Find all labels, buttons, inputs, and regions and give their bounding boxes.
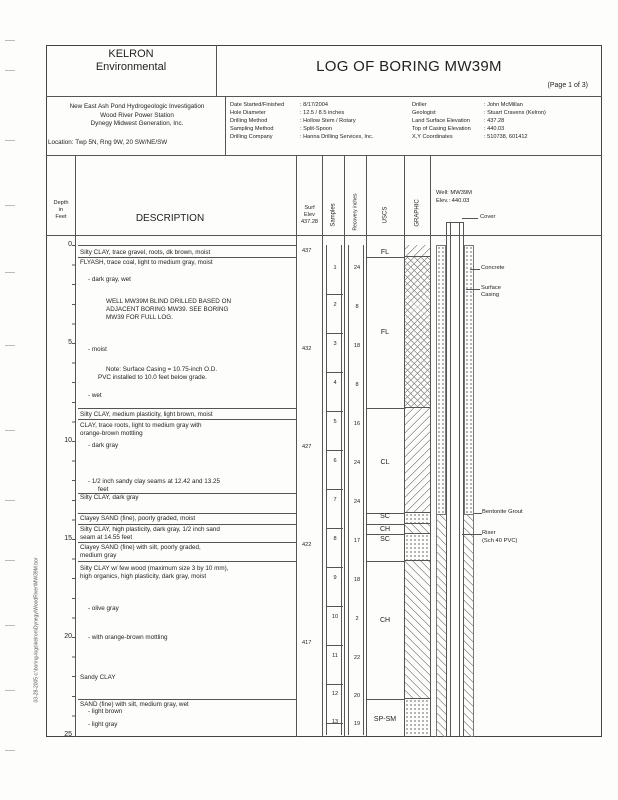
company-name [46, 48, 216, 74]
uscs-code: CH [379, 617, 391, 624]
recovery-value: 16 [353, 421, 361, 427]
detail-value: : Stuart Cravens (Kelron) [484, 110, 546, 116]
detail-value: : 510738, 601412 [484, 134, 528, 140]
description-line: - moist [88, 346, 107, 353]
description-line: - light brown [88, 708, 123, 715]
depth-header: Depth in Feet [53, 200, 69, 220]
recovery-value: 8 [355, 304, 359, 310]
description-line: medium gray [80, 552, 117, 559]
sample-number: 13 [331, 719, 339, 725]
description-column [78, 245, 294, 735]
depth-ticks [72, 245, 76, 735]
description-header: DESCRIPTION [135, 213, 205, 224]
graphic-header: GRAPHIC [414, 199, 421, 227]
recovery-column [348, 245, 364, 735]
detail-value: : Split-Spoon [300, 126, 333, 132]
sample-number: 1 [333, 265, 337, 271]
well-name: Well: MW39M [436, 190, 472, 196]
description-line: MW39 FOR FULL LOG. [106, 314, 173, 321]
description-line: - 1/2 inch sandy clay seams at 12.42 and 13.25 [88, 478, 220, 485]
sample-number: 11 [332, 653, 338, 659]
description-line: Note: Surface Casing = 10.75-inch O.D. [106, 366, 218, 373]
elevation-value: 427 [302, 444, 312, 450]
file-path-stamp: 03-28-2005 c:\boring-logs\kelron\Dynegy\WoodRiver\MW39M.bor [33, 557, 40, 703]
project-line3: Dynegy Midwest Generation, Inc. [90, 120, 184, 127]
detail-label: Land Surface Elevation [412, 118, 470, 124]
description-line: seam at 14.55 feet [80, 534, 133, 541]
sample-number: 3 [333, 341, 337, 347]
recovery-value: 18 [353, 577, 361, 583]
uscs-code: SP-SM [373, 716, 397, 723]
description-line: feet [98, 486, 109, 493]
well-elevation: Elev.: 440.03 [436, 198, 470, 204]
detail-label: Sampling Method [230, 126, 274, 132]
project-info [47, 103, 227, 129]
description-line: Silty CLAY, medium plasticity, light brown, moist [80, 411, 213, 418]
uscs-code: FL [380, 249, 390, 256]
concrete-label: Concrete [481, 265, 505, 271]
description-line: orange-brown mottling [80, 430, 143, 437]
recovery-value: 8 [355, 382, 359, 388]
description-line: - dark gray, wet [88, 276, 131, 283]
company-line2: Environmental [95, 61, 167, 73]
description-line: SAND (fine) with silt, medium gray, wet [80, 701, 189, 708]
description-line: Clayey SAND (fine) with silt, poorly graded, [80, 544, 201, 551]
elevation-value: 437 [302, 248, 312, 254]
sample-number: 9 [333, 575, 337, 581]
recovery-value: 2 [355, 616, 359, 622]
detail-value: : Hanna Drilling Services, Inc. [300, 134, 374, 140]
uscs-code: SC [380, 513, 390, 520]
recovery-value: 19 [353, 721, 361, 727]
description-line: WELL MW39M BLIND DRILLED BASED ON [106, 298, 232, 305]
page-title: LOG OF BORING MW39M [316, 58, 502, 75]
description-line: - wet [88, 392, 102, 399]
project-line1: New East Ash Pond Hydrogeologic Investigation [69, 103, 205, 110]
surface-elevation-header: Surf Elev 437.28 [300, 205, 319, 225]
riser-spec-label: (Sch 40 PVC) [482, 538, 518, 544]
sample-number: 2 [333, 302, 337, 308]
detail-label: Driller [412, 102, 427, 108]
project-location: Location: Twp 5N, Rng 9W, 20 SW/NE/SW [48, 139, 168, 146]
detail-label: Hole Diameter [230, 110, 266, 116]
description-line: Sandy CLAY [80, 674, 116, 681]
detail-label: Date Started/Finished [230, 102, 285, 108]
detail-label: Top of Casing Elevation [412, 126, 471, 132]
recovery-value: 22 [353, 655, 361, 661]
recovery-value: 24 [353, 460, 361, 466]
depth-tick: 10 [64, 437, 72, 444]
riser-label: Riser [482, 530, 496, 536]
description-line: FLYASH, trace coal, light to medium gray, moist [80, 259, 213, 266]
sample-number: 5 [333, 419, 337, 425]
company-line1: KELRON [108, 48, 154, 60]
uscs-code: SC [380, 536, 390, 543]
description-line: PVC installed to 10.0 feet below grade. [98, 374, 207, 381]
depth-tick: 25 [64, 731, 72, 738]
description-line: - light gray [88, 721, 118, 728]
description-line: Silty CLAY, trace gravel, roots, dk brown, moist [80, 249, 211, 256]
uscs-header: USCS [382, 206, 389, 224]
sample-number: 10 [331, 614, 339, 620]
depth-tick: 20 [64, 633, 72, 640]
recovery-value: 24 [353, 499, 361, 505]
samples-header: Samples [330, 203, 337, 227]
project-line2: Wood River Power Station [100, 111, 174, 119]
recovery-value: 17 [353, 538, 361, 544]
description-line: Clayey SAND (fine), poorly graded, moist [80, 515, 196, 522]
lithology-graphic [405, 245, 430, 735]
description-line: - with orange-brown mottling [88, 634, 168, 641]
description-line: Silty CLAY w/ few wood (maximum size 3 by 10 mm), [80, 565, 229, 572]
detail-label: Geologist [412, 110, 436, 116]
elevation-value: 422 [302, 542, 312, 548]
sample-number: 4 [333, 380, 337, 386]
cover-label: Cover [480, 214, 496, 220]
detail-value: : 440.03 [484, 126, 505, 132]
description-line: Silty CLAY, dark gray [80, 494, 139, 501]
uscs-code: FL [380, 329, 390, 336]
recovery-value: 18 [353, 343, 361, 349]
description-line: - dark gray [88, 442, 119, 449]
binder-margin [0, 0, 14, 800]
description-line: high organics, high plasticity, dark gray, moist [80, 573, 207, 580]
bentonite-label: Bentonite Grout [482, 509, 523, 515]
elevation-value: 432 [302, 346, 312, 352]
detail-label: Drilling Method [230, 118, 268, 124]
description-line: - olive gray [88, 605, 119, 612]
sample-number: 12 [331, 691, 339, 697]
sample-number: 7 [333, 497, 337, 503]
page-number: (Page 1 of 3) [547, 82, 588, 89]
uscs-code: CH [379, 526, 391, 533]
surface-casing-label: Surface Casing [481, 285, 501, 298]
description-line: CLAY, trace roots, light to medium gray with [80, 422, 202, 429]
depth-tick: 0 [68, 241, 72, 248]
detail-value: : 8/17/2004 [300, 102, 328, 108]
depth-tick: 15 [64, 535, 72, 542]
detail-label: Drilling Company [230, 134, 273, 140]
depth-tick: 5 [68, 339, 72, 346]
recovery-value: 20 [353, 693, 361, 699]
detail-label: X,Y Coordinates [412, 134, 453, 140]
description-line: Silty CLAY, high plasticity, dark gray, 1/2 inch sand [80, 526, 220, 533]
well-diagram [436, 222, 476, 737]
uscs-column [367, 245, 404, 735]
elevation-value: 417 [302, 640, 312, 646]
recovery-header: Recovery inches [352, 193, 359, 231]
detail-value: : John McMillan [484, 102, 523, 108]
detail-value: : 437.28 [484, 118, 505, 124]
uscs-code: CL [380, 459, 390, 466]
description-line: ADJACENT BORING MW39. SEE BORING [106, 306, 229, 313]
sample-column [326, 245, 342, 735]
detail-value: : Hollow Stem / Rotary [300, 118, 356, 124]
sample-number: 8 [333, 536, 337, 542]
recovery-value: 24 [353, 265, 361, 271]
detail-value: : 12.5 / 8.5 inches [300, 110, 345, 116]
sample-number: 6 [333, 458, 337, 464]
